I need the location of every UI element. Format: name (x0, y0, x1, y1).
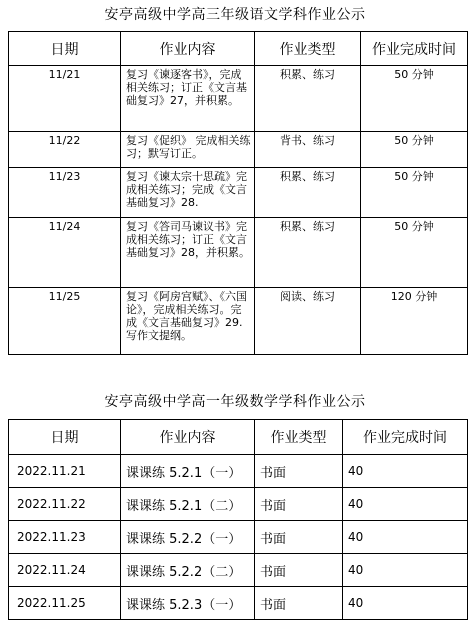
header-time: 作业完成时间 (343, 420, 468, 455)
table-row (9, 587, 468, 620)
cell-type: 书面 (255, 455, 343, 488)
table-row (9, 168, 468, 218)
cell-date: 11/22 (9, 132, 121, 168)
cell-type: 书面 (255, 587, 343, 620)
header-date: 日期 (9, 32, 121, 66)
cell-date: 2022.11.23 (9, 521, 121, 554)
cell-time: 50 分钟 (361, 218, 468, 288)
cell-content: 课课练 5.2.2（二） (121, 554, 255, 587)
cell-type: 背书、练习 (255, 132, 361, 168)
table-row (9, 218, 468, 288)
cell-content: 课课练 5.2.1（二） (121, 488, 255, 521)
table-row (9, 288, 468, 355)
header-content: 作业内容 (121, 32, 255, 66)
cell-date: 2022.11.21 (9, 455, 121, 488)
cell-type: 书面 (255, 521, 343, 554)
header-content: 作业内容 (121, 420, 255, 455)
table-row (9, 554, 468, 587)
cell-time: 40 (343, 488, 468, 521)
cell-type: 阅读、练习 (255, 288, 361, 355)
cell-time: 40 (343, 455, 468, 488)
cell-time: 50 分钟 (361, 132, 468, 168)
cell-time: 40 (343, 554, 468, 587)
table-row (9, 132, 468, 168)
cell-date: 11/24 (9, 218, 121, 288)
cell-content: 课课练 5.2.1（一） (121, 455, 255, 488)
cell-date: 2022.11.25 (9, 587, 121, 620)
header-type: 作业类型 (255, 32, 361, 66)
cell-date: 11/25 (9, 288, 121, 355)
cell-content: 复习《答司马谏议书》完成相关练习；订正《文言基础复习》28，并积累。 (121, 218, 255, 288)
table-row (9, 521, 468, 554)
table-row (9, 488, 468, 521)
header-time: 作业完成时间 (361, 32, 468, 66)
cell-time: 50 分钟 (361, 66, 468, 132)
math-homework-table (8, 419, 468, 620)
table-row (9, 455, 468, 488)
chinese-homework-table (8, 31, 468, 355)
cell-type: 积累、练习 (255, 218, 361, 288)
cell-date: 11/21 (9, 66, 121, 132)
chinese-homework-title: 安亭高级中学高三年级语文学科作业公示 (104, 7, 366, 23)
cell-type: 书面 (255, 488, 343, 521)
table-header-row (9, 32, 468, 66)
cell-content: 课课练 5.2.3（一） (121, 587, 255, 620)
cell-type: 积累、练习 (255, 66, 361, 132)
cell-content: 复习《阿房宫赋》、《六国论》，完成相关练习。完成《文言基础复习》29.写作文提纲。 (121, 288, 255, 355)
cell-time: 120 分钟 (361, 288, 468, 355)
cell-type: 积累、练习 (255, 168, 361, 218)
table-header-row (9, 420, 468, 455)
cell-time: 50 分钟 (361, 168, 468, 218)
cell-date: 2022.11.24 (9, 554, 121, 587)
header-date: 日期 (9, 420, 121, 455)
cell-time: 40 (343, 587, 468, 620)
cell-date: 2022.11.22 (9, 488, 121, 521)
cell-type: 书面 (255, 554, 343, 587)
header-type: 作业类型 (255, 420, 343, 455)
cell-time: 40 (343, 521, 468, 554)
cell-content: 复习《促织》 完成相关练习；默写订正。 (121, 132, 255, 168)
cell-content: 复习《谏逐客书》，完成相关练习；订正《文言基础复习》27，并积累。 (121, 66, 255, 132)
cell-content: 课课练 5.2.2（一） (121, 521, 255, 554)
cell-date: 11/23 (9, 168, 121, 218)
math-homework-title: 安亭高级中学高一年级数学学科作业公示 (104, 394, 366, 410)
table-row (9, 66, 468, 132)
cell-content: 复习《谏太宗十思疏》完成相关练习；完成《文言基础复习》28. (121, 168, 255, 218)
